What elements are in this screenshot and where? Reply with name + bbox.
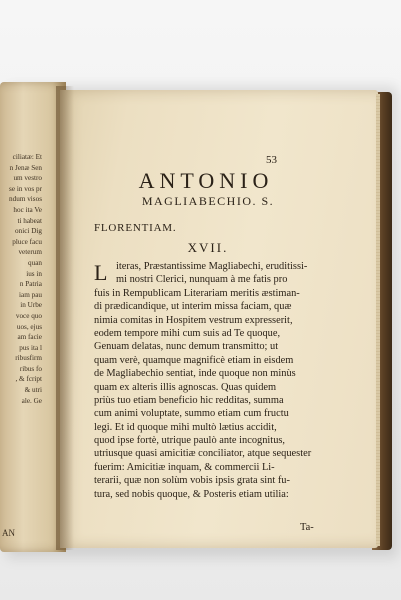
body-line: quam verè, quamque magnificè etiam in eisdem bbox=[94, 354, 294, 366]
left-page-catchword: AN bbox=[2, 528, 15, 538]
left-page-line: uos, ejus bbox=[16, 322, 42, 331]
letter-heading: ANTONIO bbox=[138, 168, 274, 193]
page-content bbox=[60, 90, 378, 548]
body-line: eodem tempore mihi cum suis ad Te quoque, bbox=[94, 327, 281, 339]
left-page-line: veterum bbox=[18, 248, 42, 257]
body-line: di prædicandique, ut interim missa faciam, quæ bbox=[94, 301, 292, 313]
body-line: utriusque quasi amicitiæ conciliator, atque sequester bbox=[94, 448, 312, 460]
body-line: fuerim: Amicitiæ inquam, & commercii Li- bbox=[94, 461, 275, 473]
body-line: quam ex alteris illis agnoscas. Quas quidem bbox=[94, 381, 277, 393]
left-page-line: , & fcript bbox=[15, 375, 42, 384]
left-page-line: iam pau bbox=[19, 290, 42, 299]
left-page-line: in Urbe bbox=[20, 301, 42, 310]
body-line: priùs tuo etiam beneficio hic redditas, summa bbox=[94, 394, 284, 406]
left-page-line: n Jenæ Sen bbox=[9, 163, 42, 172]
letter-subheading: MAGLIABECHIO. S. bbox=[141, 194, 275, 208]
left-page-line: ale. Ge bbox=[21, 396, 42, 405]
body-line: nimia comitas in Hospitem vestrum expresserit, bbox=[94, 314, 293, 326]
left-page-line: am facie bbox=[17, 333, 42, 342]
body-line: iteras, Præstantissime Magliabechi, eruditissi- bbox=[116, 261, 308, 272]
left-page-line: onici Dig bbox=[15, 227, 42, 236]
body-line: fuis in Rempublicam Literariam meritis æstiman- bbox=[94, 287, 300, 299]
left-page-line: pus ita l bbox=[19, 343, 42, 352]
letter-body bbox=[94, 260, 326, 501]
left-page-line: n Patria bbox=[19, 280, 42, 289]
body-line: terarii, quæ non solùm vobis ipsis grata sint fu- bbox=[94, 475, 290, 487]
left-page-line: ribus fo bbox=[19, 364, 42, 373]
left-page-line: ndum visos bbox=[9, 195, 42, 204]
left-page-line: ciliatæ: Et bbox=[12, 153, 42, 161]
drop-capital: L bbox=[94, 260, 108, 285]
left-page-text bbox=[2, 152, 42, 406]
body-line: tura, sed nobis quoque, & Posteris etiam utilia: bbox=[94, 488, 289, 500]
left-page-line: um vestro bbox=[13, 174, 42, 183]
left-page-line: ti habeat bbox=[17, 216, 42, 225]
page-number: 53 bbox=[266, 154, 277, 166]
left-page-line: hoc ita Ve bbox=[13, 205, 42, 214]
body-line: mi nostri Clerici, nunquam à me fatis pro bbox=[116, 274, 288, 286]
letter-number: XVII. bbox=[187, 240, 229, 255]
left-page-line: & utri bbox=[24, 386, 42, 395]
left-page-line: quan bbox=[28, 258, 42, 267]
letter-place: FLORENTIAM. bbox=[94, 222, 177, 234]
body-line: Genuam delatas, nunc demum transmitto; ut bbox=[94, 341, 279, 353]
body-line: cum animi voluptate, summo etiam cum fructu bbox=[94, 408, 289, 420]
page-catchword: Ta- bbox=[300, 522, 314, 533]
left-page-line: ribusfirm bbox=[15, 354, 42, 363]
left-page-line: ius in bbox=[26, 269, 42, 278]
body-line: de Magliabechio sentiat, inde quoque non minùs bbox=[94, 368, 296, 380]
left-page-line: se in vos pr bbox=[9, 184, 42, 193]
left-page-line: voce quo bbox=[15, 311, 42, 320]
body-line: legi. Et id quoque mihi multò lætius accidit, bbox=[94, 421, 277, 433]
left-page-line: pluce facu bbox=[12, 237, 42, 246]
body-line: quod ipse fortè, utrique paulò ante incognitus, bbox=[94, 435, 286, 447]
